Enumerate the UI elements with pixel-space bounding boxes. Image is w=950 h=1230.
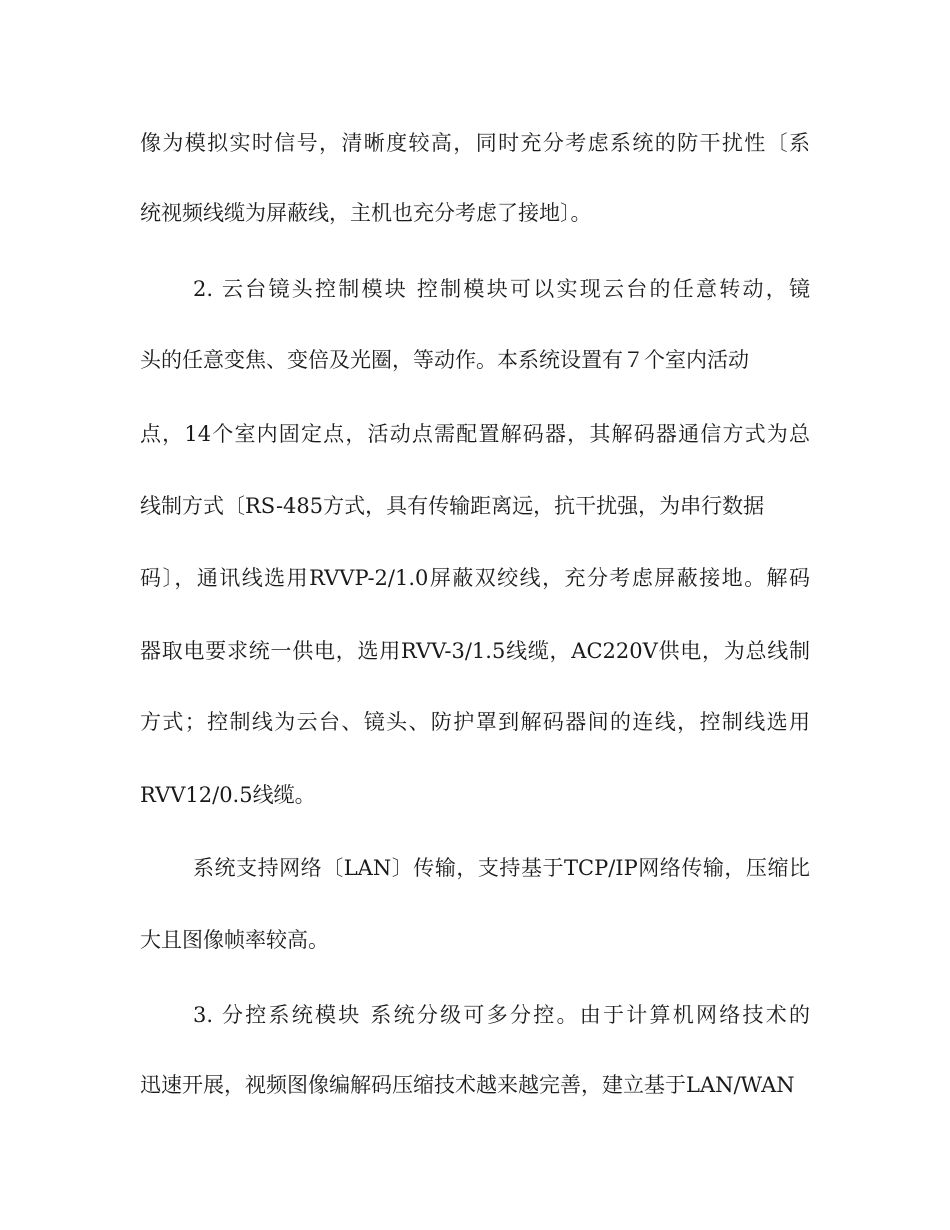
section-heading-line: 3. 分控系统模块 系统分级可多分控。由于计算机网络技术的 (193, 1003, 810, 1027)
text-line: 大且图像帧率较高。 (140, 928, 329, 952)
text-line: 像为模拟实时信号，清晰度较高，同时充分考虑系统的防干扰性〔系 (140, 131, 810, 155)
text-line: 统视频线缆为屏蔽线，主机也充分考虑了接地〕。 (140, 201, 592, 225)
text-line: 器取电要求统一供电，选用RVV-3/1.5线缆，AC220V供电，为总线制 (140, 639, 810, 663)
text-line: 线制方式〔RS-485方式，具有传输距离远，抗干扰强，为串行数据 (140, 494, 765, 518)
text-line: RVV12/0.5线缆。 (140, 783, 316, 807)
section-heading-line: 2. 云台镜头控制模块 控制模块可以实现云台的任意转动，镜 (193, 277, 810, 301)
paragraph-first-line: 系统支持网络〔LAN〕传输，支持基于TCP/IP网络传输，压缩比 (193, 856, 810, 880)
text-line: 码〕，通讯线选用RVVP-2/1.0屏蔽双绞线，充分考虑屏蔽接地。解码 (140, 566, 810, 590)
text-line: 迅速开展，视频图像编解码压缩技术越来越完善，建立基于LAN/WAN (140, 1073, 795, 1097)
text-line: 点，14个室内固定点，活动点需配置解码器，其解码器通信方式为总 (140, 422, 810, 446)
text-line: 头的任意变焦、变倍及光圈，等动作。本系统设置有７个室内活动 (140, 348, 749, 372)
text-line: 方式；控制线为云台、镜头、防护罩到解码器间的连线，控制线选用 (140, 710, 810, 734)
